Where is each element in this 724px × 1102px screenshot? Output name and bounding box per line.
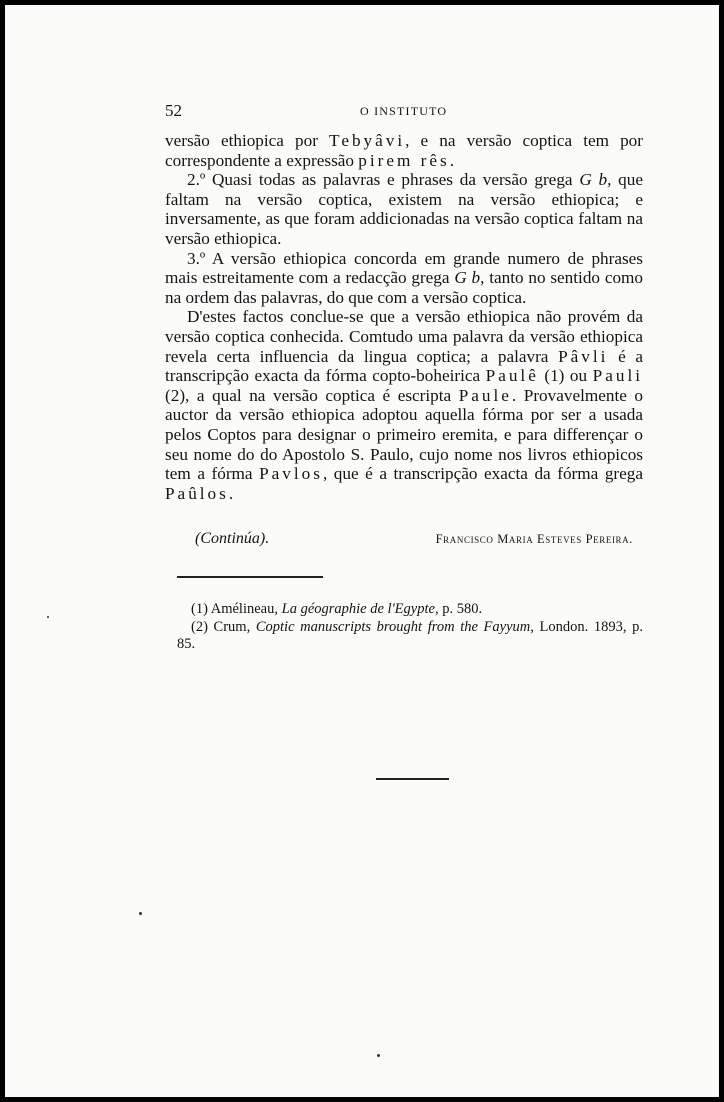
- page-header: [165, 101, 645, 123]
- spaced-word: Pavlos: [259, 464, 323, 484]
- paper-speck: [377, 1054, 380, 1057]
- paragraph-1: [165, 131, 643, 170]
- spaced-word: Paule: [458, 385, 512, 405]
- text-run: tanto no sentido como na ordem das palavras, do que com a versão coptica.: [165, 268, 643, 307]
- text-run: , p. 580.: [434, 601, 483, 617]
- article-body: [165, 131, 643, 503]
- text-run: D'estes factos conclue-se que a versão ethiopica não provém da versão coptica conhecida. Comtudo uma palavra da versão ethiopica revela certa influencia da lingua coptica; a palavra: [165, 307, 643, 366]
- text-run: .: [228, 483, 234, 503]
- paragraph-2: [165, 170, 643, 248]
- text-run: versão ethiopica por: [165, 131, 330, 150]
- paragraph-3: [165, 249, 643, 308]
- end-rule: [376, 778, 449, 780]
- paper-speck: [139, 912, 142, 915]
- footnotes: [177, 601, 643, 654]
- running-title: O INSTITUTO: [360, 104, 448, 118]
- book-page: [5, 5, 719, 1097]
- page-number: 52: [165, 101, 182, 120]
- text-run: (1) ou: [538, 366, 593, 386]
- text-run: .: [449, 150, 455, 170]
- text-run: , que é a transcripção exacta da fórma grega: [322, 464, 643, 484]
- spaced-word: Paûlos: [165, 483, 229, 503]
- spaced-word: Paulê: [485, 366, 539, 386]
- text-run: Crum,: [207, 618, 256, 635]
- text-run: , London. 1893, p. 85.: [177, 618, 644, 652]
- footnote-1: [177, 601, 643, 619]
- text-run: é a transcripção exacta da fórma copto-boheirica: [165, 346, 643, 386]
- paragraph-4: [165, 307, 643, 503]
- text-run: , e na versão coptica tem por correspondente a expressão: [165, 131, 643, 170]
- italic-term: G b,: [579, 170, 612, 190]
- continued-note: (Continúa).: [195, 530, 270, 547]
- footnote-2: [177, 619, 643, 654]
- text-run: 2.º Quasi todas as palavras e phrases da versão grega: [187, 170, 580, 190]
- signature-row: [165, 530, 643, 552]
- text-run: Amélineau,: [207, 601, 282, 617]
- text-run: que faltam na versão coptica, existem na versão ethiopica; e inversamente, as que foram addicionadas na versão coptica faltam na versão ethiopica.: [165, 170, 643, 248]
- paper-speck: [47, 616, 49, 618]
- cited-title: La géographie de l'Egypte: [281, 601, 435, 617]
- footnote-marker: (2): [191, 618, 208, 635]
- text-run: (2), a qual na versão coptica é escripta: [165, 385, 459, 405]
- footnote-rule: [177, 576, 323, 578]
- spaced-word: Pauli: [592, 366, 643, 386]
- author-signature: Francisco Maria Esteves Pereira.: [435, 532, 633, 546]
- spaced-word: pirem rês: [358, 150, 450, 170]
- spaced-word: Tebyâvi: [329, 131, 406, 150]
- italic-term: G b,: [454, 268, 485, 288]
- text-run: . Provavelmente o auctor da versão ethiopica adoptou aquella fórma por ser a usada pelos Coptos para designar o primeiro eremita, e para differençar o seu nome do do Apostolo S. Paulo, cujo nome nos livros ethiopicos tem a fórma: [165, 385, 644, 484]
- footnote-marker: (1): [191, 601, 208, 617]
- spaced-word: Pâvli: [558, 346, 609, 366]
- text-run: 3.º A versão ethiopica concorda em grande numero de phrases mais estreitamente com a redacção grega: [165, 248, 643, 288]
- cited-title: Coptic manuscripts brought from the Fayyum: [255, 618, 531, 635]
